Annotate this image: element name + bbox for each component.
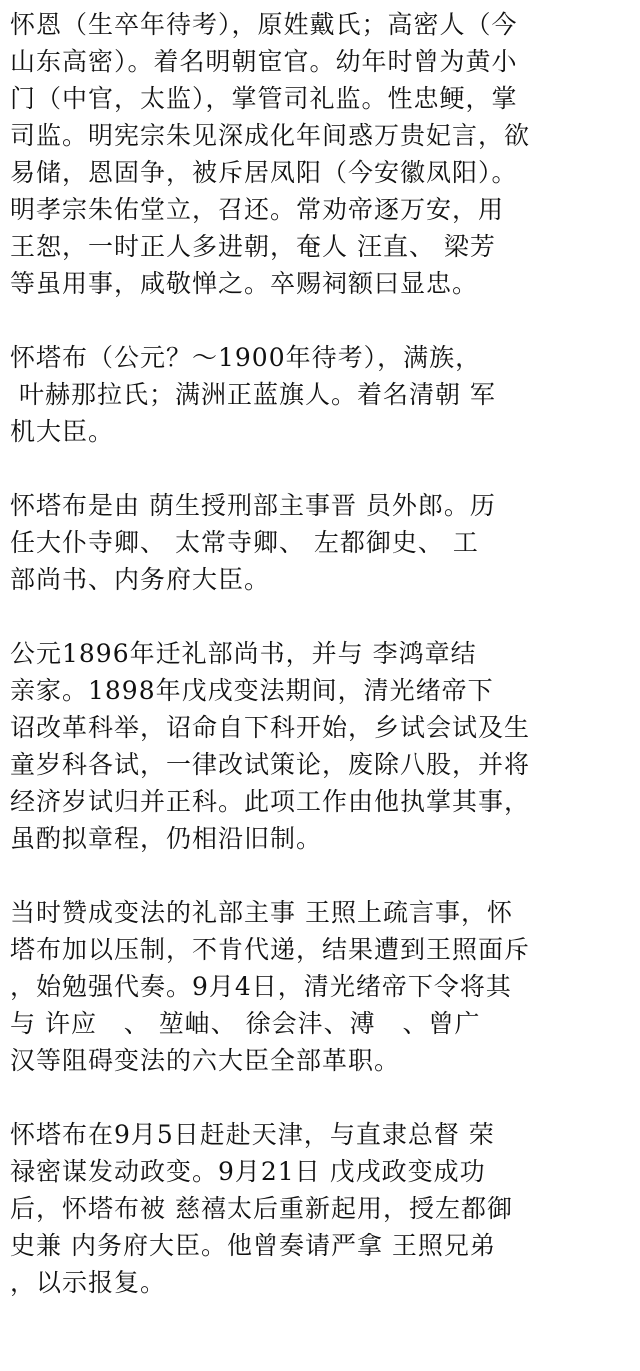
paragraph-wangzhao: [10, 894, 632, 1079]
text-line: 王恕，一时正人多进朝，奄人 汪直、 梁芳: [10, 232, 496, 261]
text-line: 任大仆寺卿、 太常寺卿、 左都御史、 工: [10, 528, 479, 557]
paragraph-huaitabu-career: [10, 487, 632, 598]
text-line: 机大臣。: [10, 417, 115, 446]
text-line: ，以示报复。: [10, 1268, 167, 1297]
text-line: 公元1896年迁礼部尚书，并与 李鸿章结: [10, 639, 477, 668]
text-line: 怀恩（生卒年待考），原姓戴氏；高密人（今: [10, 10, 518, 39]
text-line: 后，怀塔布被 慈禧太后重新起用，授左都御: [10, 1194, 513, 1223]
article-text: [10, 6, 632, 1338]
text-line: 部尚书、内务府大臣。: [10, 565, 271, 594]
text-line: 童岁科各试，一律改试策论，废除八股，并将: [10, 750, 531, 779]
text-line: 叶赫那拉氏；满洲正蓝旗人。着名清朝 军: [10, 380, 496, 409]
text-line: 经济岁试归并正科。此项工作由他执掌其事，: [10, 787, 531, 816]
text-line: ，始勉强代奏。9月4日，清光绪帝下令将其: [10, 972, 512, 1001]
text-line: 诏改革科举，诏命自下科开始，乡试会试及生: [10, 713, 531, 742]
text-line: 与 许应 、 堃岫、 徐会沣、溥 、曾广: [10, 1009, 481, 1038]
text-line: 怀塔布在9月5日赶赴天津，与直隶总督 荣: [10, 1120, 495, 1149]
text-line: 怀塔布是由 荫生授刑部主事晋 员外郎。历: [10, 491, 496, 520]
text-line: 塔布加以压制，不肯代递，结果遭到王照面斥: [10, 935, 531, 964]
text-line: 山东高密）。着名明朝宦官。幼年时曾为黄小: [10, 47, 518, 76]
paragraph-1896-reform: [10, 635, 632, 857]
text-line: 明孝宗朱佑堂立，召还。常劝帝逐万安，用: [10, 195, 505, 224]
text-line: 史兼 内务府大臣。他曾奏请严拿 王照兄弟: [10, 1231, 496, 1260]
text-line: 亲家。1898年戊戌变法期间，清光绪帝下: [10, 676, 494, 705]
text-line: 汉等阻碍变法的六大臣全部革职。: [10, 1046, 401, 1075]
text-line: 易储，恩固争，被斥居凤阳（今安徽凤阳）。: [10, 158, 518, 187]
paragraph-huaitabu-intro: [10, 339, 632, 450]
text-line: 虽酌拟章程，仍相沿旧制。: [10, 824, 323, 853]
text-line: 门（中官，太监），掌管司礼监。性忠鲠，掌: [10, 84, 518, 113]
paragraph-huaien: [10, 6, 632, 302]
paragraph-coup: [10, 1116, 632, 1301]
text-line: 当时赞成变法的礼部主事 王照上疏言事，怀: [10, 898, 513, 927]
text-line: 怀塔布（公元？～1900年待考），满族，: [10, 343, 482, 372]
text-line: 司监。明宪宗朱见深成化年间惑万贵妃言，欲: [10, 121, 531, 150]
text-line: 禄密谋发动政变。9月21日 戊戌政变成功: [10, 1157, 486, 1186]
text-line: 等虽用事，咸敬惮之。卒赐祠额曰显忠。: [10, 269, 479, 298]
